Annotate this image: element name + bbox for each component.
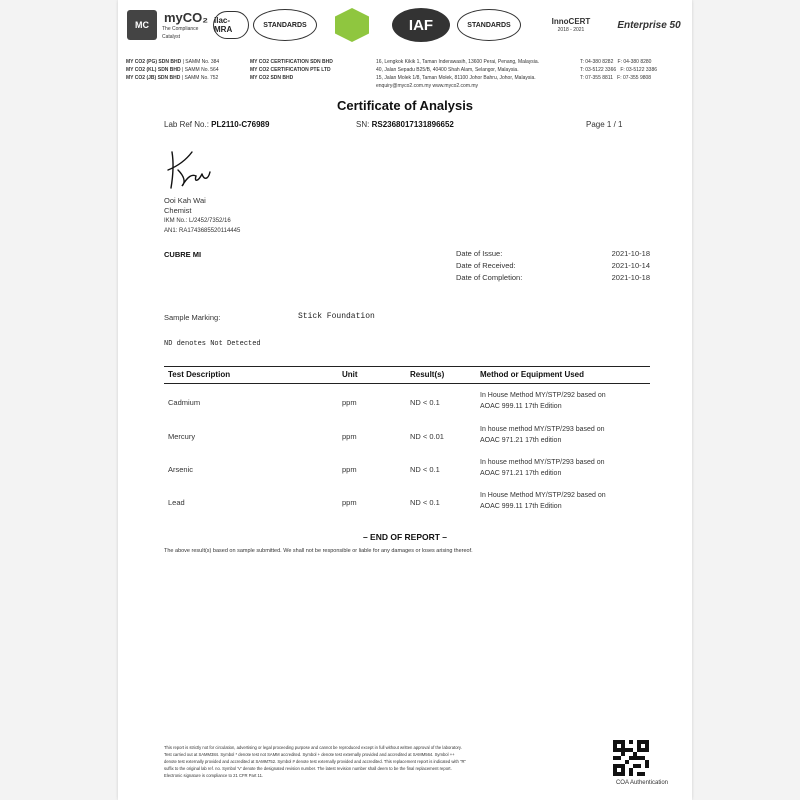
company-item: MY CO2 (KL) SDN BHD | SAMM No. 564: [126, 67, 219, 73]
phone: T: 03-5122 3366: [580, 67, 617, 73]
cell-unit: ppm: [342, 398, 357, 407]
cell-result: ND < 0.1: [410, 465, 440, 474]
iaf-logo: IAF: [390, 6, 452, 44]
chemist-role: Chemist: [164, 206, 192, 215]
cell-unit: ppm: [342, 432, 357, 441]
footer-line: suffix to the original lab ref. no. Symbol 'V' denote the designated revision number. The latest revision number shall deem to be the final replacement report.: [164, 766, 452, 771]
sample-marking-value: Stick Foundation: [298, 312, 375, 321]
company-item: MY CO2 SDN BHD: [250, 75, 294, 81]
qr-label: COA Authentication: [615, 780, 668, 786]
enterprise-50-logo: Enterprise 50: [617, 19, 681, 31]
cell-test: Mercury: [168, 432, 196, 441]
phone-list: [580, 58, 686, 82]
footer-line: Test carried out at SAMM384. Symbol * denote test not SAMM accredited. Symbol + denote test externally provided and accredited at SAMM564. Symbol ++: [164, 752, 455, 757]
innocert-logo: InnoCERT 2018 - 2021: [551, 16, 591, 33]
fax: F: 04-380 8280: [617, 59, 652, 65]
footer-line: This report is strictly not for circulation, advertising or legal proceeding purpose and cannot be reproduced except in full without written approval of the laboratory.: [164, 745, 462, 750]
date-completion: Date of Completion: 2021-10-18: [456, 273, 650, 282]
phone: T: 04-380 8282: [580, 59, 614, 65]
myco2-cube-logo: MC: [126, 6, 158, 44]
cell-result: ND < 0.1: [410, 398, 440, 407]
cell-method: In house method MY/STP/293 based on AOAC 971.21 17th edition: [480, 426, 605, 444]
standards-malaysia-logo: STANDARDS: [252, 6, 318, 44]
client-name: CUBRE MI: [164, 250, 202, 259]
page-number: Page 1 / 1: [586, 120, 623, 129]
address-list: [376, 58, 576, 90]
col-unit: Unit: [342, 370, 358, 379]
date-received: Date of Received: 2021-10-14: [456, 261, 650, 270]
cell-test: Lead: [168, 498, 185, 507]
address-line: 16, Lengkok Kikik 1, Taman Inderawasih, 13600 Perai, Penang, Malaysia.: [376, 59, 540, 65]
contact-line: enquiry@myco2.com.my www.myco2.com.my: [376, 83, 479, 89]
chemist-name: Ooi Kah Wai: [164, 196, 206, 205]
table-header-rule: [164, 383, 650, 384]
phone: T: 07-355 8811: [580, 75, 613, 81]
nd-note: ND denotes Not Detected: [164, 340, 261, 348]
cell-method: In house method MY/STP/293 based on AOAC 971.21 17th edition: [480, 459, 605, 477]
document-title: Certificate of Analysis: [336, 98, 474, 113]
dates-block: [456, 249, 650, 285]
chemist-an: AN1: RA1743685520114445: [164, 228, 241, 234]
sample-marking-label: Sample Marking:: [164, 313, 221, 322]
cell-method: In House Method MY/STP/292 based on AOAC 999.11 17th Edition: [480, 492, 606, 510]
table-top-rule: [164, 366, 650, 367]
lab-ref: Lab Ref No.: PL2110-C76989: [164, 120, 270, 129]
serial-number: SN: RS2368017131896652: [356, 120, 454, 129]
company-list: [126, 58, 246, 82]
company-item: MY CO2 (JB) SDN BHD | SAMM No. 752: [126, 75, 219, 81]
chemist-ikm: IKM No.: L/2452/7352/16: [164, 218, 231, 224]
footer-line: Electronic signature is compliance to 21 CFR Part 11.: [164, 773, 264, 778]
myco2-logo: myCO₂ The Compliance Catalyst: [162, 9, 209, 40]
certificate-page: [118, 0, 692, 800]
skim-logo: [332, 6, 372, 44]
company-item: MY CO2 CERTIFICATION SDN BHD: [250, 59, 333, 65]
end-of-report: – END OF REPORT –: [362, 532, 448, 542]
chemist-block: [164, 196, 240, 236]
ilac-mra-logo: ilac-MRA: [212, 6, 250, 44]
cell-method: In House Method MY/STP/292 based on AOAC 999.11 17th Edition: [480, 392, 606, 410]
qr-code[interactable]: [613, 740, 649, 776]
company-item: MY CO2 (PG) SDN BHD | SAMM No. 384: [126, 59, 220, 65]
company-list-2: [250, 58, 370, 82]
cell-test: Cadmium: [168, 398, 201, 407]
footer-notes: [164, 744, 584, 779]
disclaimer: The above result(s) based on sample submitted. We shall not be responsible or liable for any damages or loses arising thereof.: [164, 548, 473, 554]
standards-malaysia-logo-2: STANDARDS: [456, 6, 522, 44]
col-method: Method or Equipment Used: [480, 370, 584, 379]
date-issue: Date of Issue: 2021-10-18: [456, 249, 650, 258]
chemist-signature: [164, 146, 212, 192]
fax: F: 07-355 9808: [617, 75, 652, 81]
cell-test: Arsenic: [168, 465, 194, 474]
col-results: Result(s): [410, 370, 445, 379]
cell-unit: ppm: [342, 465, 357, 474]
cell-result: ND < 0.01: [410, 432, 444, 441]
cell-result: ND < 0.1: [410, 498, 440, 507]
cell-unit: ppm: [342, 498, 357, 507]
col-test-description: Test Description: [168, 370, 231, 379]
address-line: 15, Jalan Molek 1/8, Taman Molek, 81100 Johor Bahru, Johor, Malaysia.: [376, 75, 536, 81]
fax: F: 03-5122 3386: [620, 67, 658, 73]
company-item: MY CO2 CERTIFICATION PTE LTD: [250, 67, 331, 73]
address-line: 40, Jalan Sepadu B25/B, 40400 Shah Alam, Selangor, Malaysia.: [376, 67, 519, 73]
footer-line: denote test externally provided and accredited at SAMM752. Symbol # denote test externally provided and accredited. This replacement report is indicated with "R": [164, 759, 467, 764]
